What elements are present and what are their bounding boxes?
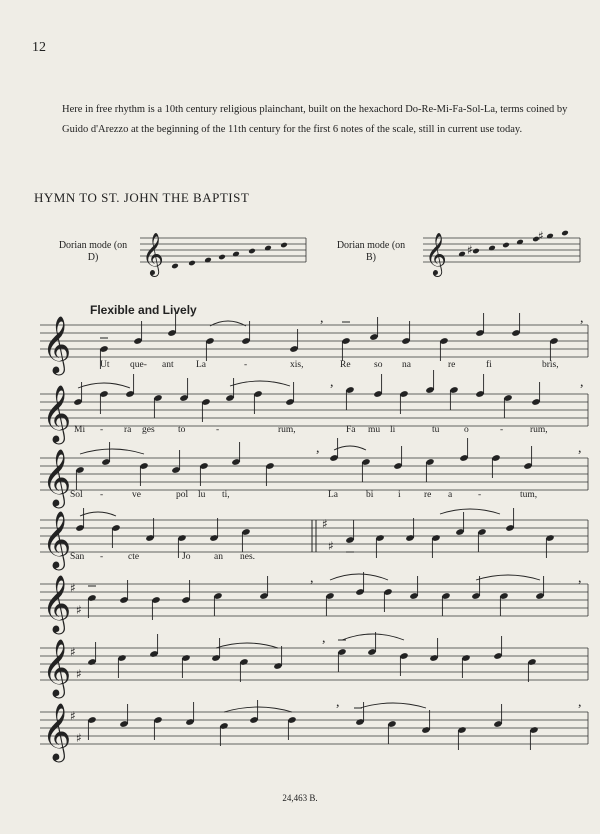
sharp-sign: ♯ bbox=[328, 539, 334, 553]
lyric-syllable: an bbox=[214, 552, 223, 562]
lyric-syllable: li bbox=[390, 425, 396, 435]
scale-note bbox=[502, 242, 510, 248]
breath-mark: , bbox=[310, 571, 314, 586]
lyric-syllable: re bbox=[448, 360, 456, 370]
lyric-syllable: i bbox=[398, 490, 401, 500]
lyric-syllable: nes. bbox=[240, 552, 256, 562]
lyric-syllable: rum, bbox=[530, 425, 548, 435]
lyric-syllable: ve bbox=[132, 490, 141, 500]
breath-mark: , bbox=[320, 311, 324, 326]
lyric-syllable: tu bbox=[432, 425, 440, 435]
lyric-syllable: Ut bbox=[100, 360, 110, 370]
lyric-syllable: - bbox=[100, 490, 104, 500]
slur bbox=[360, 703, 426, 708]
sharp-sign: ♯ bbox=[322, 517, 328, 531]
lyric-syllable: xis, bbox=[290, 360, 304, 370]
lyric-syllable: tum, bbox=[520, 490, 538, 500]
treble-clef-icon: 𝄞 bbox=[42, 315, 72, 373]
slur bbox=[342, 634, 404, 640]
lyric-syllable: ant bbox=[162, 360, 174, 370]
lyric-syllable: fi bbox=[486, 360, 492, 370]
breath-mark: , bbox=[578, 441, 582, 456]
sharp-sign: ♯ bbox=[70, 709, 76, 723]
breath-mark: , bbox=[322, 631, 326, 646]
lyric-syllable: ges bbox=[142, 425, 155, 435]
lyric-syllable: Jo bbox=[182, 552, 191, 562]
lyric-syllable: Sol bbox=[70, 490, 83, 500]
breath-mark: , bbox=[578, 571, 582, 586]
lyric-syllable: bris, bbox=[542, 360, 559, 370]
lyric-syllable: La bbox=[328, 490, 339, 500]
sharp-sign: ♯ bbox=[70, 581, 76, 595]
sharp-sign: ♯ bbox=[76, 667, 82, 681]
lyric-syllable: - bbox=[244, 360, 248, 370]
breath-mark: , bbox=[336, 695, 340, 710]
lyric-syllable: San bbox=[70, 552, 85, 562]
mode-label-b: Dorian mode (on B) bbox=[336, 240, 406, 263]
lyric-syllable: mu bbox=[368, 425, 381, 435]
scale-note bbox=[280, 242, 288, 248]
treble-clef-icon: 𝄞 bbox=[142, 231, 164, 275]
scale-note bbox=[561, 230, 569, 236]
slur bbox=[80, 512, 116, 516]
lyric-syllable: to bbox=[178, 425, 186, 435]
slur bbox=[334, 446, 366, 450]
intro-paragraph: Here in free rhythm is a 10th century religious plainchant, built on the hexachord Do-Re-Mi-Fa-Sol-La, terms coined by Guido d'Arezzo at the beginning of the 11th century for the first 6 notes of the scale, still in current use today. bbox=[62, 104, 568, 135]
lyric-syllable: pol bbox=[176, 490, 189, 500]
lyric-syllable: bi bbox=[366, 490, 374, 500]
slur bbox=[476, 575, 540, 580]
lyric-syllable: a bbox=[448, 490, 453, 500]
treble-clef-icon: 𝄞 bbox=[42, 638, 72, 696]
mode-label-d: Dorian mode (on D) bbox=[58, 240, 128, 263]
slur bbox=[78, 383, 130, 388]
sharp-sign: ♯ bbox=[76, 603, 82, 617]
breath-mark: , bbox=[330, 375, 334, 390]
lyric-syllable: rum, bbox=[278, 425, 296, 435]
lyric-syllable: La bbox=[196, 360, 207, 370]
scale-note bbox=[472, 248, 480, 254]
lyric-syllable: re bbox=[424, 490, 432, 500]
lyric-syllable: ti, bbox=[222, 490, 230, 500]
breath-mark: , bbox=[578, 695, 582, 710]
scale-note bbox=[218, 254, 226, 260]
slur bbox=[440, 509, 500, 514]
footer-code: 24,463 B. bbox=[282, 793, 318, 803]
lyric-syllable: so bbox=[374, 360, 383, 370]
lyric-syllable: - bbox=[216, 425, 220, 435]
lyric-syllable: na bbox=[402, 360, 411, 370]
sharp-sign: ♯ bbox=[538, 229, 544, 243]
slur bbox=[230, 381, 290, 386]
slur bbox=[80, 449, 144, 454]
lyric-syllable: ra bbox=[124, 425, 132, 435]
lyric-syllable: lu bbox=[198, 490, 206, 500]
treble-clef-icon: 𝄞 bbox=[42, 702, 72, 760]
treble-clef-icon: 𝄞 bbox=[42, 384, 72, 442]
sharp-sign: ♯ bbox=[70, 645, 76, 659]
treble-clef-icon: 𝄞 bbox=[42, 574, 72, 632]
page-number: 12 bbox=[32, 40, 46, 55]
breath-mark: , bbox=[316, 441, 320, 456]
treble-clef-icon: 𝄞 bbox=[42, 510, 72, 568]
lyric-syllable: cte bbox=[128, 552, 140, 562]
lyric-syllable: Mi bbox=[74, 425, 86, 435]
slur bbox=[330, 574, 388, 580]
breath-mark: , bbox=[580, 311, 584, 326]
tempo-marking: Flexible and Lively bbox=[90, 303, 197, 317]
lyric-syllable: - bbox=[500, 425, 504, 435]
lyric-syllable: - bbox=[100, 425, 104, 435]
scale-note bbox=[171, 263, 179, 269]
piece-title: HYMN TO ST. JOHN THE BAPTIST bbox=[34, 190, 250, 205]
scale-note bbox=[248, 248, 256, 254]
lyric-syllable: Re bbox=[340, 360, 351, 370]
sharp-sign: ♯ bbox=[76, 731, 82, 745]
sharp-sign: ♯ bbox=[467, 243, 473, 257]
lyric-syllable: - bbox=[100, 552, 104, 562]
scale-note bbox=[188, 260, 196, 266]
lyric-syllable: o bbox=[464, 425, 469, 435]
treble-clef-icon: 𝄞 bbox=[42, 448, 72, 506]
treble-clef-icon: 𝄞 bbox=[425, 231, 447, 275]
lyric-syllable: Fa bbox=[346, 425, 356, 435]
slur bbox=[216, 643, 278, 648]
lyric-syllable: que- bbox=[130, 360, 147, 370]
breath-mark: , bbox=[580, 375, 584, 390]
lyric-syllable: - bbox=[478, 490, 482, 500]
